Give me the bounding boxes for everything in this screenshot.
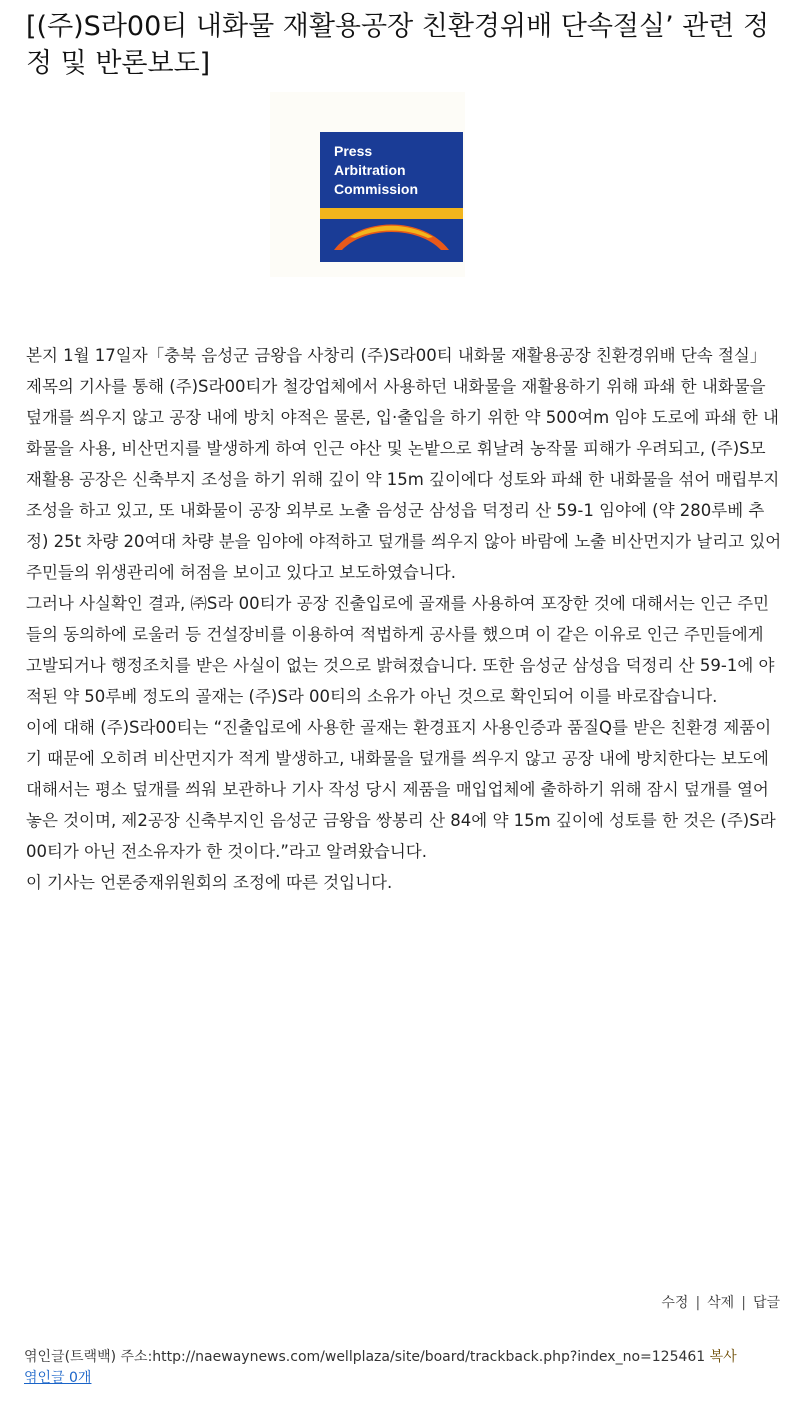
press-arbitration-commission-logo xyxy=(320,132,463,262)
logo-text xyxy=(334,142,418,199)
edit-button[interactable]: 수정 xyxy=(661,1295,689,1311)
separator: | xyxy=(741,1295,746,1311)
separator: | xyxy=(695,1295,701,1311)
logo-band xyxy=(320,208,463,219)
press-arbitration-logo-frame xyxy=(270,92,465,277)
paragraph-3: 이에 대해 (주)S라00티는 “진출입로에 사용한 골재는 환경표지 사용인증과 품질Q를 받은 친환경 제품이기 때문에 오히려 비산먼지가 적게 발생하고, 내화물을 덮개를 씌우지 않고 공장 내에 방치한다는 보도에 대해서는 평소 덮개를 씌워 보관하나 기사 작성 당시 제품을 매입업체에 출하하기 위해 잠시 덮개를 열어 놓은 것이며, 제2공장 신축부지인 음성군 금왕읍 쌍봉리 산 84에 약 15m 깊이에 성토를 한 것은 (주)S라 00티가 아닌 전소유자가 한 것이다.”라고 알려왔습니다. xyxy=(26,718,776,861)
logo-line-1: Press xyxy=(334,143,373,159)
logo-line-2: Arbitration xyxy=(334,162,406,178)
article-title: [(주)S라00티 내화물 재활용공장 친환경위배 단속절실’ 관련 정정 및 반론보도] xyxy=(26,11,770,79)
trackback-url: http://naewaynews.com/wellplaza/site/board/trackback.php?index_no=125461 xyxy=(152,1349,706,1365)
trackback-count-link[interactable]: 엮인글 0개 xyxy=(24,1370,92,1386)
delete-button[interactable]: 삭제 xyxy=(707,1295,735,1311)
article-body xyxy=(26,340,782,898)
paragraph-1: 본지 1월 17일자「충북 음성군 금왕읍 사창리 (주)S라00티 내화물 재활용공장 친환경위배 단속 절실」제목의 기사를 통해 (주)S라00티가 철강업체에서 사용하던 내화물을 재활용하기 위해 파쇄 한 내화물을 덮개를 씌우지 않고 공장 내에 방치 야적은 물론, 입·출입을 하기 위한 약 500여m 임야 도로에 파쇄 한 내화물을 사용, 비산먼지를 발생하게 하여 인근 야산 및 논밭으로 휘날려 농작물 피해가 우려되고, (주)S모 재활용 공장은 신축부지 조성을 하기 위해 깊이 약 15m 깊이에다 성토와 파쇄 한 내화물을 섞어 매립부지 조성을 하고 있고, 또 내화물이 공장 외부로 노출 음성군 삼성읍 덕정리 산 59-1 임야에 (약 280루베 추정) 25t 차량 20여대 차량 분을 임야에 야적하고 덮개를 씌우지 않아 바람에 노출 비산먼지가 날리고 있어 주민들의 위생관리에 허점을 보이고 있다고 보도하였습니다. xyxy=(26,346,782,582)
trackback-address xyxy=(24,1348,794,1367)
post-actions xyxy=(661,1292,780,1312)
paragraph-4: 이 기사는 언론중재위원회의 조정에 따른 것입니다. xyxy=(26,873,393,892)
logo-line-3: Commission xyxy=(334,181,419,197)
paragraph-2: 그러나 사실확인 결과, ㈜S라 00티가 공장 진출입로에 골재를 사용하여 포장한 것에 대해서는 인근 주민들의 동의하에 로울러 등 건설장비를 이용하여 적법하게 공사를 했으며 이 같은 이유로 인근 주민들에게 고발되거나 행정조치를 받은 사실이 없는 것으로 밝혀졌습니다. 또한 음성군 삼성읍 덕정리 산 59-1에 야적된 약 50루베 정도의 골재는 (주)S라 00티의 소유가 아닌 것으로 확인되어 이를 바로잡습니다. xyxy=(26,594,775,706)
trackback-label: 엮인글(트랙백) 주소: xyxy=(24,1349,153,1365)
reply-button[interactable]: 답글 xyxy=(752,1295,780,1311)
copy-button[interactable]: 복사 xyxy=(709,1349,737,1365)
